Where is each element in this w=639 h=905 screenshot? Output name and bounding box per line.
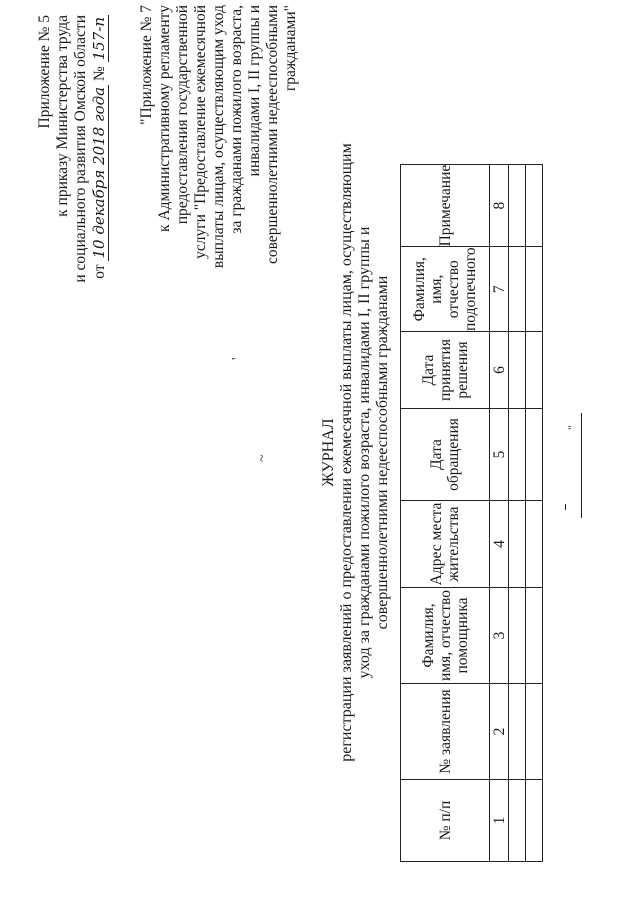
order-appendix-line2: к приказу Министерства труда bbox=[54, 15, 71, 217]
order-appendix-header bbox=[36, 15, 109, 305]
column-number: 2 bbox=[490, 684, 509, 780]
table-cell bbox=[509, 247, 526, 332]
regulation-line: к Административному регламенту bbox=[156, 5, 173, 232]
regulation-line: "Приложение № 7 bbox=[138, 5, 155, 125]
journal-subtitle-line: совершеннолетними недееспособными гражданами bbox=[374, 275, 391, 630]
column-number: 7 bbox=[490, 247, 509, 332]
table-cell bbox=[509, 684, 526, 780]
table-cell bbox=[526, 332, 543, 409]
stray-mark: ' bbox=[230, 357, 245, 360]
column-number: 6 bbox=[490, 332, 509, 409]
column-header: Примечание bbox=[401, 164, 490, 247]
table-cell bbox=[526, 247, 543, 332]
journal-subtitle-line: регистрации заявлений о предоставлении ежемесячной выплаты лицам, осуществляющим bbox=[338, 143, 355, 762]
handwritten-date: 10 декабря 2018 года bbox=[90, 86, 108, 259]
journal-title-block bbox=[320, 0, 392, 905]
column-header: Дата принятия решения bbox=[401, 332, 490, 409]
table-cell bbox=[509, 588, 526, 684]
regulation-line: за гражданами пожилого возраста, bbox=[228, 5, 245, 234]
regulation-line: выплаты лицам, осуществляющим уход bbox=[210, 5, 227, 269]
column-number: 3 bbox=[490, 588, 509, 684]
column-number: 4 bbox=[490, 501, 509, 588]
column-header: № п/п bbox=[401, 780, 490, 862]
column-number: 8 bbox=[490, 164, 509, 247]
footer-line-short bbox=[565, 504, 566, 510]
regulation-line: инвалидами I, II группы и bbox=[246, 5, 263, 177]
column-number: 5 bbox=[490, 409, 509, 501]
column-number: 1 bbox=[490, 780, 509, 862]
table-row bbox=[526, 164, 543, 861]
number-prefix: № bbox=[91, 66, 108, 82]
journal-subtitle-line: уход за гражданами пожилого возраста, инвалидами I, II группы и bbox=[356, 226, 373, 679]
table-cell bbox=[526, 684, 543, 780]
closing-quote: " bbox=[565, 425, 579, 430]
column-header: Адрес места жительства bbox=[401, 501, 490, 588]
regulation-appendix-header bbox=[138, 5, 300, 305]
handwritten-number: 157-п bbox=[90, 17, 108, 61]
column-header: Дата обращения bbox=[401, 409, 490, 501]
date-prefix: от bbox=[91, 264, 108, 279]
table-header-row bbox=[401, 164, 490, 861]
order-appendix-line1: Приложение № 5 bbox=[36, 15, 53, 129]
regulation-line: услуги "Предоставление ежемесячной bbox=[192, 5, 209, 259]
table-cell bbox=[526, 164, 543, 247]
journal-title: ЖУРНАЛ bbox=[320, 418, 337, 487]
order-appendix-date-line bbox=[90, 15, 109, 305]
footer-line bbox=[581, 413, 582, 518]
regulation-line: предоставления государственной bbox=[174, 5, 191, 225]
table-number-row bbox=[490, 164, 509, 861]
order-appendix-line3: и социального развития Омской области bbox=[72, 15, 89, 283]
table-cell bbox=[509, 164, 526, 247]
table-cell bbox=[509, 409, 526, 501]
column-header: № заявления bbox=[401, 684, 490, 780]
regulation-line: гражданами" bbox=[282, 5, 299, 92]
table-row bbox=[509, 164, 526, 861]
registration-table bbox=[400, 164, 543, 862]
table-cell bbox=[509, 332, 526, 409]
column-header: Фамилия, имя, отчество помощника bbox=[401, 588, 490, 684]
column-header: Фамилия, имя, отчество подопечного bbox=[401, 247, 490, 332]
table-cell bbox=[526, 780, 543, 862]
table-cell bbox=[509, 501, 526, 588]
table-cell bbox=[509, 780, 526, 862]
table-cell bbox=[526, 588, 543, 684]
stray-mark: ~ bbox=[255, 454, 270, 462]
regulation-line: совершеннолетними недееспособными bbox=[264, 5, 281, 265]
table-cell bbox=[526, 409, 543, 501]
table-cell bbox=[526, 501, 543, 588]
